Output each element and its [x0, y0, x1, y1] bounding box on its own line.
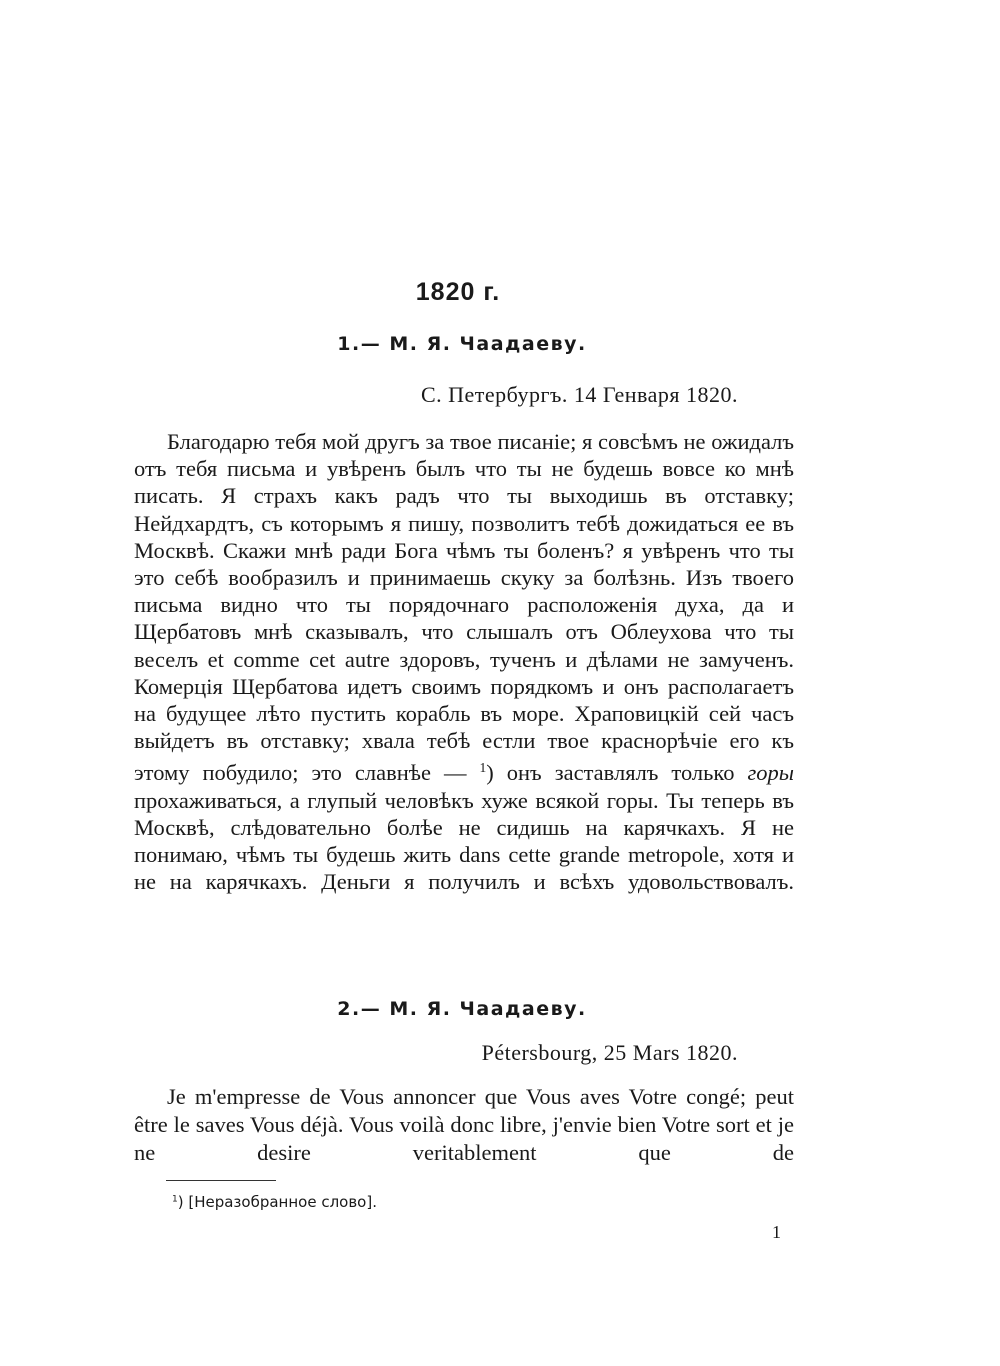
- letter-1-italic-word: горы: [747, 760, 794, 786]
- footnote-reference: 1: [479, 760, 487, 776]
- letter-2-heading: 2.— М. Я. Чаадаеву.: [337, 998, 587, 1020]
- letter-1-text-part-3: прохаживаться, а глупый человѣкъ хуже всякой горы. Ты теперь въ Москвѣ, слѣдовательно болѣе не сидишь на карячкахъ. Я не понимаю, чѣмъ ты будешь жить dans cette grande metropole, хотя и не на карячкахъ. Деньги я получилъ и всѣхъ удовольствовалъ.: [134, 787, 794, 895]
- footnote-divider: [166, 1180, 276, 1181]
- page-number: 1: [772, 1222, 781, 1242]
- letter-2-dateline: Pétersbourg, 25 Mars 1820.: [481, 1040, 738, 1065]
- letter-1-heading: 1.— М. Я. Чаадаеву.: [337, 333, 587, 355]
- letter-1-text-part-1: Благодарю тебя мой другъ за твое писаніе; я совсѣмъ не ожидалъ отъ тебя письма и увѣренъ былъ что ты не будешь вовсе ко мнѣ писать. Я страхъ какъ радъ что ты выходишь въ отставку; Нейдхардтъ, съ которымъ я пишу, позволитъ тебѣ дожидаться ее въ Москвѣ. Скажи мнѣ ради Бога чѣмъ ты боленъ? я увѣренъ что ты это себѣ вообразилъ и принимаешь скуку за болѣзнь. Изъ твоего письма видно что ты порядочнаго расположенія духа, да и Щербатовъ мнѣ сказывалъ, что слышалъ отъ Облеухова что ты веселъ et comme cet autre здоровъ, тученъ и дѣлами не замученъ. Комерція Щербатова идетъ своимъ порядкомъ и онъ располагаетъ на будущее лѣто пустить корабль въ море. Храповицкій сей часъ выйдетъ въ отставку; хвала тебѣ естли твое краснорѣчіе его къ этому побудило; это славнѣе —: [134, 429, 794, 786]
- letter-1-body: [134, 428, 794, 896]
- letter-2-body: Je m'empresse de Vous annoncer que Vous aves Votre congé; peut être le saves Vous déjà. Vous voilà donc libre, j'envie bien Votre sort et je ne desire veritablement que de: [134, 1084, 794, 1165]
- footnote: [172, 1193, 377, 1211]
- footnote-marker: 1: [172, 1194, 178, 1205]
- letter-1-text-part-2: ) онъ заставлялъ только: [486, 760, 748, 786]
- footnote-text: ) [Неразобранное слово].: [177, 1193, 377, 1211]
- letter-1-dateline: С. Петербургъ. 14 Генваря 1820.: [420, 382, 738, 407]
- section-year-heading: 1820 г.: [415, 278, 501, 306]
